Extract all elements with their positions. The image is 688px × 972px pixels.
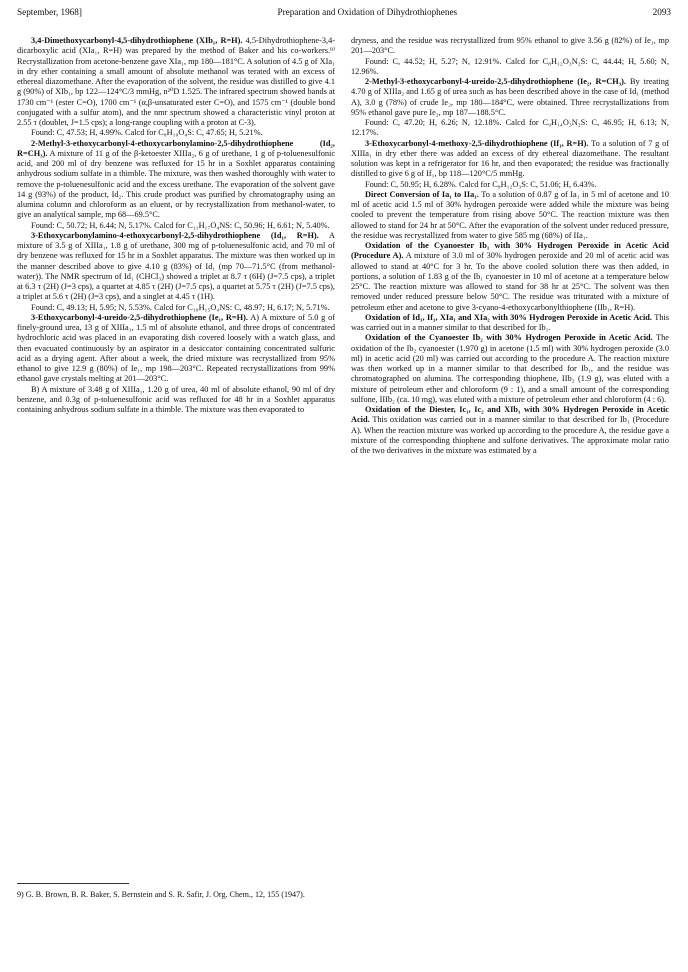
paragraph bbox=[351, 139, 669, 180]
paragraph-heading: Oxidation of the Cyanoester Ib₁ with 30% Hydrogen Peroxide in Acetic Acid (Procedure A). bbox=[351, 241, 669, 261]
paragraph-heading: 3-Ethoxycarbonyl-4-methoxy-2,5-dihydrothiophene (If₁, R=H). bbox=[365, 138, 589, 148]
paragraph-heading: Direct Conversion of Ia₁ to IIa₁. bbox=[365, 189, 479, 199]
paragraph-text: This oxidation was carried out in a manner similar to that described for Ib₁ (Procedure A). When the reaction mixture was worked up according to the procedure A, the residue gave a mixture of the corresponding thiophene and sulfone derivatives. The approximate molar ratio of the two derivatives in the mixture was estimated by a bbox=[351, 415, 669, 455]
paragraph-heading: Oxidation of Id₁, If₁, XIa₁ and XIa₂ with 30% Hydrogen Peroxide in Acetic Acid. bbox=[365, 312, 652, 322]
footnote-rule bbox=[17, 883, 129, 884]
paragraph-text: Found: C, 50.95; H, 6.28%. Calcd for C₈H₁₂O₃S: C, 51.06; H, 6.43%. bbox=[365, 179, 597, 189]
paragraph bbox=[17, 231, 335, 303]
paragraph-text: This was carried out in a manner similar to that described for Ib₁. bbox=[351, 312, 669, 332]
paragraph-heading: 3,4-Dimethoxycarbonyl-4,5-dihydrothiophene (XIb₁, R=H). bbox=[31, 36, 243, 45]
paragraph bbox=[351, 405, 669, 456]
paragraph bbox=[17, 139, 335, 221]
paragraph bbox=[351, 180, 669, 190]
paragraph-heading: Oxidation of the Diester, Ic₁, Ic₂ and XIb₁ with 30% Hydrogen Peroxide in Acetic Acid. bbox=[351, 405, 669, 425]
paragraph-text: The oxidation of the Ib₂ cyanoester (1.970 g) in acetone (1.5 ml) with 30% hydrogen peroxide (3.0 ml) in acetic acid (20 ml) was carried out according to the procedure A. The reaction mixture was then worked up in a manner similar to that described for Ib₁, and the residue was chromatographed on alumina. The corresponding thiophene, IIb₂ (1.9 g), was eluted with a mixture of petroleum ether and chloroform (9 : 1), and a small amount of the corresponding sulfone, IIIb₂ (ca. 10 mg), was eluted with a mixture of petroleum ether and chloroform (4 : 6). bbox=[351, 333, 669, 404]
paragraph-text: A mixture of 3.5 g of XIIIa₁, 1.8 g of urethane, 300 mg of p-toluenesulfonic acid, and 70 ml of dry benzene was refluxed for 15 hr in a Soxhlet apparatus. The mixture was then worked up in the manner described above to give 4.10 g (83%) of Id₁ (mp 70—71.5°C (from methanol-water)). The NMR spectrum of Id₁ (CHCl₃) showed a triplet at 8.7 τ (6H) (J=7.5 cps), a triplet at 6.3 τ (2H) (J=3 cps), a quartet at 4.85 τ (2H) (J=7.5 cps), a quartet at 5.75 τ (2H) (J=7.5 cps), a triplet at 5.6 τ (2H) (J=3 cps), and a singlet at 4.45 τ (1H). bbox=[17, 230, 335, 302]
paragraph bbox=[351, 36, 669, 57]
paragraph-heading: 3-Ethoxycarbonyl-4-ureido-2,5-dihydrothiophene (Ie₁, R=H). bbox=[31, 312, 248, 322]
paragraph-heading: 2-Methyl-3-ethoxycarbonyl-4-ureido-2,5-dihydrothiophene (Ie₂, R=CH₃). bbox=[365, 77, 626, 86]
paragraph bbox=[17, 313, 335, 385]
paragraph-text: B) A mixture of 3.48 g of XIIIa₁, 1.20 g of urea, 40 ml of absolute ethanol, 90 ml of dry benzene, and 0.3g of p-toluenesulfonic acid was refluxed for 48 hr in a Soxhlet apparatus containing anhydrous sodium sulfate in a thimble. The mixture was then evaporated to bbox=[17, 384, 335, 414]
paragraph-text: To a solution of 0.87 g of Ia₁ in 5 ml of acetone and 10 ml of acetic acid 1.5 ml of 30% hydrogen peroxide were added while the mixture was being cooled to prevent the temperature from rising above 50°C. The reaction mixture was then allowed to stand for 24 hr at 50°C. After the evaporation of the solvent under reduced pressure, the residue was recrystallized from water to give 585 mg (68%) of IIa₁. bbox=[351, 189, 669, 240]
footnote: 9) G. B. Brown, B. R. Baker, S. Bernstein and S. R. Safir, J. Org. Chem., 12, 155 (1947). bbox=[17, 890, 305, 899]
header-date: September, 1968] bbox=[17, 7, 82, 17]
paragraph-text: dryness, and the residue was recrystallized from 95% ethanol to give 3.56 g (82%) of Ie₁, mp 201—203°C. bbox=[351, 36, 669, 56]
paragraph-text: A mixture of 11 g of the β-ketoester XIIIa₂, 6 g of urethane, 1 g of p-toluenesulfonic acid, and 200 ml of dry benzene was refluxed for 15 hr in a Soxhlet apparatus containing anhydrous sodium sulfate in a thimble. The mixture, was then washed thoroughly with water to remove the p-toluenesulfonic acid and the excess urethane. The evaporation of the solvent gave 14 g (93%) of the product, Id₂. This crude product was purified by chromatography using an alumina column and chloroform as an eluent, or by recrystallization from methanol-water, to give an analytical sample, mp 68—69.5°C. bbox=[17, 148, 335, 220]
paragraph-heading: Oxidation of the Cyanoester Ib₂ with 30% Hydrogen Peroxide in Acetic Acid. bbox=[365, 333, 653, 343]
running-header bbox=[17, 7, 671, 21]
left-column bbox=[17, 36, 335, 952]
right-column bbox=[351, 36, 669, 952]
paragraph-text: A mixture of 3.0 ml of 30% hydrogen peroxide and 20 ml of acetic acid was allowed to stand at 40°C for 3 hr. To the above cooled solution there was then added, in portions, a solution of 1.83 g of the Ib₁ cyanoester in 10 ml of acetone at a temperature below 25°C. The reaction mixture was allowed to stand for 38 hr at 25°C. The solvent was then removed under reduced pressure below 50°C. The residue was triturated with a mixture of petroleum ether and acetone to give 3-cyano-4-ethoxycarbonylthiophene (IIb₁, R=H). bbox=[351, 251, 669, 312]
paragraph bbox=[17, 303, 335, 313]
paragraph-heading: 3-Ethoxycarbonylamino-4-ethoxycarbonyl-2,5-dihydrothiophene (Id₁, R=H). bbox=[31, 230, 319, 240]
paragraph-heading: 2-Methyl-3-ethoxycarbonyl-4-ethoxycarbonylamino-2,5-dihydrothiophene (Id₂, R=CH₃). bbox=[17, 138, 335, 158]
paragraph-text: 4,5-Dihydrothiophene-3,4-dicarboxylic acid (XIa₁, R=H) was prepared by the method of Baker and his co-workers.⁹⁾ Recrystallization from acetone-benzene gave XIa₁, mp 180—181°C. A solution of 4.5 g of XIa₁ in dry ether containing a small amount of absolute methanol was terated with an excess of ethereal diazomethane. After the evaporation of the solvent, the residue was distilled to give 4.1 g (90%) of XIb₁, bp 122—124°C/3 mmHg, n²⁰D 1.525. The infrared spectrum showed bands at 1730 cm⁻¹ (ester C=O), 1700 cm⁻¹ (α,β-unsaturated ester C=O), and 1575 cm⁻¹ (double bond conjugated with a sulfur atom), and the nmr spectrum showed a characteristic vinyl proton at 2.55 τ (doublet, J=1.5 cps); a long-range coupling with a proton at C-3). bbox=[17, 36, 335, 127]
paragraph bbox=[351, 241, 669, 313]
paragraph-text: Found: C, 47.20; H, 6.26; N, 12.18%. Calcd for C₉H₁₄O₃N₂S: C, 46.95; H, 6.13; N, 12.17%. bbox=[351, 118, 669, 138]
paragraph bbox=[351, 77, 669, 118]
paragraph bbox=[351, 313, 669, 334]
paragraph bbox=[351, 190, 669, 241]
paragraph bbox=[17, 221, 335, 231]
paragraph bbox=[17, 128, 335, 138]
paragraph-text: Found: C, 50.72; H, 6.44; N, 5.17%. Calcd for C₁₁H₁₇O₄NS: C, 50.96; H, 6.61; N, 5.40%. bbox=[31, 220, 330, 230]
paragraph-text: To a solution of 7 g of XIIIa₁ in dry ether there was added an excess of dry ethereal diazomethane. The resultant solution was kept in a refrigerator for 16 hr, and then evaporated; the residue was fractionally distilled to give 6 g of If₁, bp 118—120°C/5 mmHg. bbox=[351, 138, 669, 179]
paragraph-text: Found: C, 49.13; H, 5.95; N, 5.53%. Calcd for C₁₀H₁₅O₄NS: C, 48.97; H, 6.17; N, 5.71%. bbox=[31, 302, 330, 312]
page-number: 2093 bbox=[652, 7, 671, 17]
paragraph bbox=[351, 333, 669, 405]
paragraph bbox=[17, 36, 335, 128]
paragraph-text: Found: C, 47.53; H, 4.99%. Calcd for C₈H₁₀O₄S: C, 47.65; H, 5.21%. bbox=[31, 128, 263, 138]
paragraph-text: Found: C, 44.52; H, 5.27; N, 12.91%. Calcd for C₈H₁₂O₃N₂S: C, 44.44; H, 5.60; N, 12.96%. bbox=[351, 56, 669, 76]
paragraph-text: A) A mixture of 5.0 g of finely-ground urea, 13 g of XIIIa₁, 1.5 ml of absolute ethanol, and three drops of concentrated hydrochloric acid was placed in an evaporating dish covered loosely with a watch glass, and then evacuated continuously by an aspirator in a desiccator containing concentrated sulfuric acid as a drying agent. After about a week, the dried mixture was recrystallized from 95% ethanol to give 12.9 g (80%) of Ie₁, mp 198—203°C. Repeated recrystallizations from 99% ethanol gave crystals melting at 201—203°C. bbox=[17, 312, 335, 384]
paragraph bbox=[351, 57, 669, 78]
paragraph bbox=[351, 118, 669, 139]
paragraph bbox=[17, 385, 335, 416]
paragraph-text: By treating 4.70 g of XIIIa₂ and 1.65 g of urea such as has been described above in the case of Id₁ (method A), 3.0 g (78%) of crude Ie₂, mp 180—184°C, were obtained. Three recrystallizations from 95% ethanol gave pure Ie₂, mp 187—188.5°C. bbox=[351, 77, 669, 117]
header-title: Preparation and Oxidation of Dihydrothiophenes bbox=[277, 7, 458, 17]
